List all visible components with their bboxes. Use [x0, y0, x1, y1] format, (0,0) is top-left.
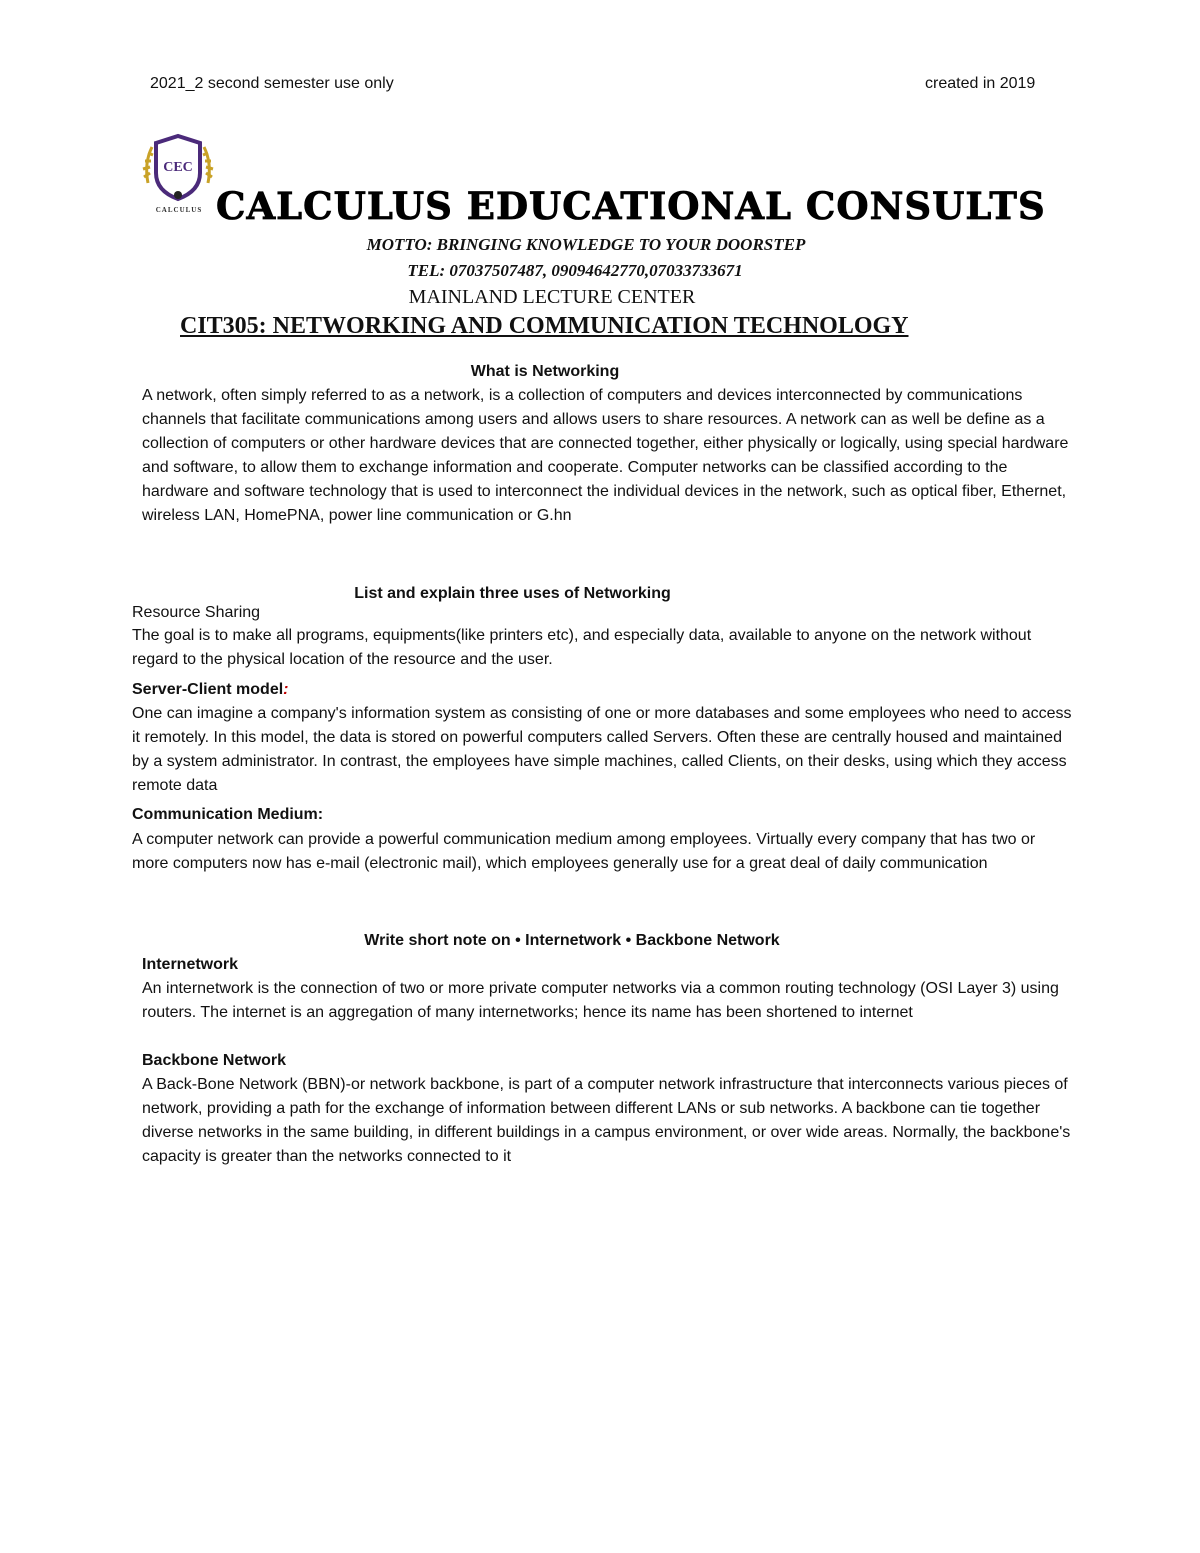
backbone-network-body: A Back-Bone Network (BBN)-or network backbone, is part of a computer network infrastructure that interconnects various pieces of network, providing a path for the exchange of information between different LANs or sub networks. A backbone can tie together diverse networks in the same building, in different buildings in a campus environment, or over wide areas. Normally, the backbone's capacity is greater than the networks connected to it — [142, 1076, 1071, 1165]
header-left-note: 2021_2 second semester use only — [150, 75, 394, 92]
telephone-line: TEL: 07037507487, 09094642770,07033733671 — [407, 261, 743, 280]
section1-heading: What is Networking — [470, 363, 620, 380]
internetwork-title: Internetwork — [142, 956, 239, 973]
resource-sharing-title: Resource Sharing — [132, 604, 261, 621]
communication-medium-title: Communication Medium: — [132, 806, 324, 823]
section1-body: A network, often simply referred to as a network, is a collection of computers and devices interconnected by communications channels that facilitate communications among users and allows users to share resources. A network can as well be define as a collection of computers or other hardware devices that are connected together, either physically or logically, using special hardware and software, to allow them to exchange information and cooperate. Computer networks can be classified according to the hardware and software technology that is used to interconnect the individual devices in the network, such as optical fiber, Ethernet, wireless LAN, HomePNA, power line communication or G.hn — [142, 387, 1069, 524]
logo-caption: CALCULUS — [155, 206, 203, 214]
section2-heading: List and explain three uses of Networking — [354, 585, 671, 602]
organization-name: CALCULUS EDUCATIONAL CONSULTS — [216, 184, 1046, 228]
section3-heading: Write short note on • Internetwork • Backbone Network — [364, 932, 780, 949]
server-client-title — [132, 678, 288, 702]
backbone-network-title: Backbone Network — [142, 1052, 287, 1069]
server-client-body: One can imagine a company's information system as consisting of one or more databases and some employees who need to access it remotely. In this model, the data is stored on powerful computers called Servers. Often these are centrally housed and maintained by a system administrator. In contrast, the employees have simple machines, called Clients, on their desks, using which they access remote data — [132, 705, 1072, 794]
internetwork-body: An internetwork is the connection of two or more private computer networks via a common routing technology (OSI Layer 3) using routers. The internet is an aggregation of many internetworks; hence its name has been shortened to internet — [142, 980, 1059, 1021]
motto-line: MOTTO: BRINGING KNOWLEDGE TO YOUR DOORSTEP — [366, 235, 806, 254]
resource-sharing-body: The goal is to make all programs, equipments(like printers etc), and especially data, available to anyone on the network without regard to the physical location of the resource and the user. — [132, 627, 1032, 668]
header-right-note: created in 2019 — [925, 75, 1036, 92]
svg-text:CEC: CEC — [163, 160, 193, 175]
lecture-center: MAINLAND LECTURE CENTER — [408, 286, 696, 308]
communication-medium-body: A computer network can provide a powerful communication medium among employees. Virtually every company that has two or more computers now has e-mail (electronic mail), which employees generally use for a great deal of daily communication — [132, 831, 1036, 872]
server-client-colon: : — [283, 681, 289, 698]
server-client-title-text: Server-Client model — [132, 681, 284, 698]
course-title: CIT305: NETWORKING AND COMMUNICATION TECHNOLOGY — [180, 313, 909, 339]
